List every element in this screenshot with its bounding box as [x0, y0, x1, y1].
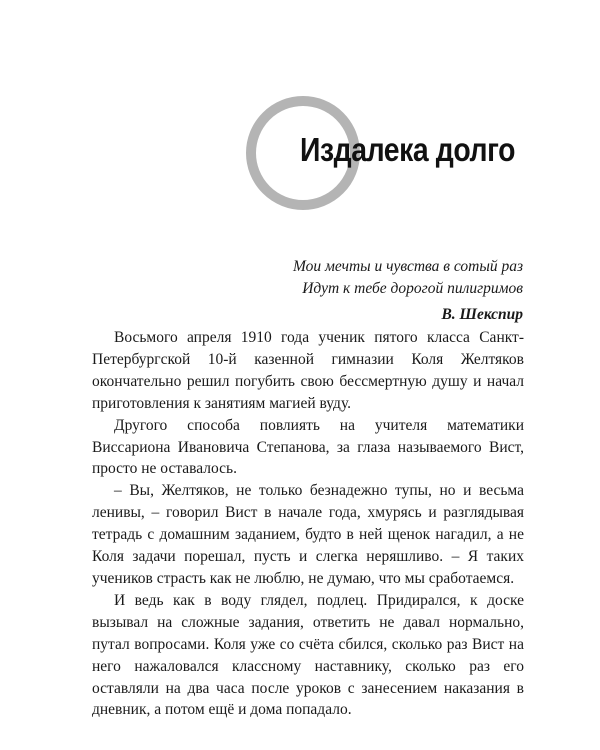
paragraph: Другого способа повлиять на учителя математики Виссариона Ивановича Степанова, за глаза называемого Вист, просто не оставалось.: [92, 416, 524, 478]
epigraph: [203, 256, 523, 326]
epigraph-author: В. Шекспир: [441, 306, 523, 323]
epigraph-line: Идут к тебе дорогой пилигримов: [302, 280, 523, 297]
paragraph: – Вы, Желтяков, не только безнадежно тупы, но и весьма ленивы, – говорил Вист в начале года, хмурясь и разглядывая тетрадь с домашним заданием, будто в ней щенок нагадил, а не Коля задачи порешал, пусть и слегка неряшливо. – Я таких учеников страсть как не люблю, не думаю, что мы сработаемся.: [92, 482, 524, 587]
chapter-title: Издалека долго: [300, 131, 516, 168]
epigraph-line: Мои мечты и чувства в сотый раз: [292, 258, 523, 275]
paragraph: Восьмого апреля 1910 года ученик пятого класса Санкт-Петербургской 10-й казенной гимназии Коля Желтяков окончательно решил погубить свою бессмертную душу и начал приготовления к занятиям магией вуду.: [92, 329, 524, 412]
paragraph: И ведь как в воду глядел, подлец. Придирался, к доске вызывал на сложные задания, ответить не давал нормально, путал вопросами. Коля уже со счёта сбился, сколько раз Вист на него нажаловался классному наставнику, сколько раз его оставляли на два часа после уроков с занесением наказания в дневник, а потом ещё и дома попадало.: [92, 591, 524, 719]
body-text: [92, 327, 524, 721]
